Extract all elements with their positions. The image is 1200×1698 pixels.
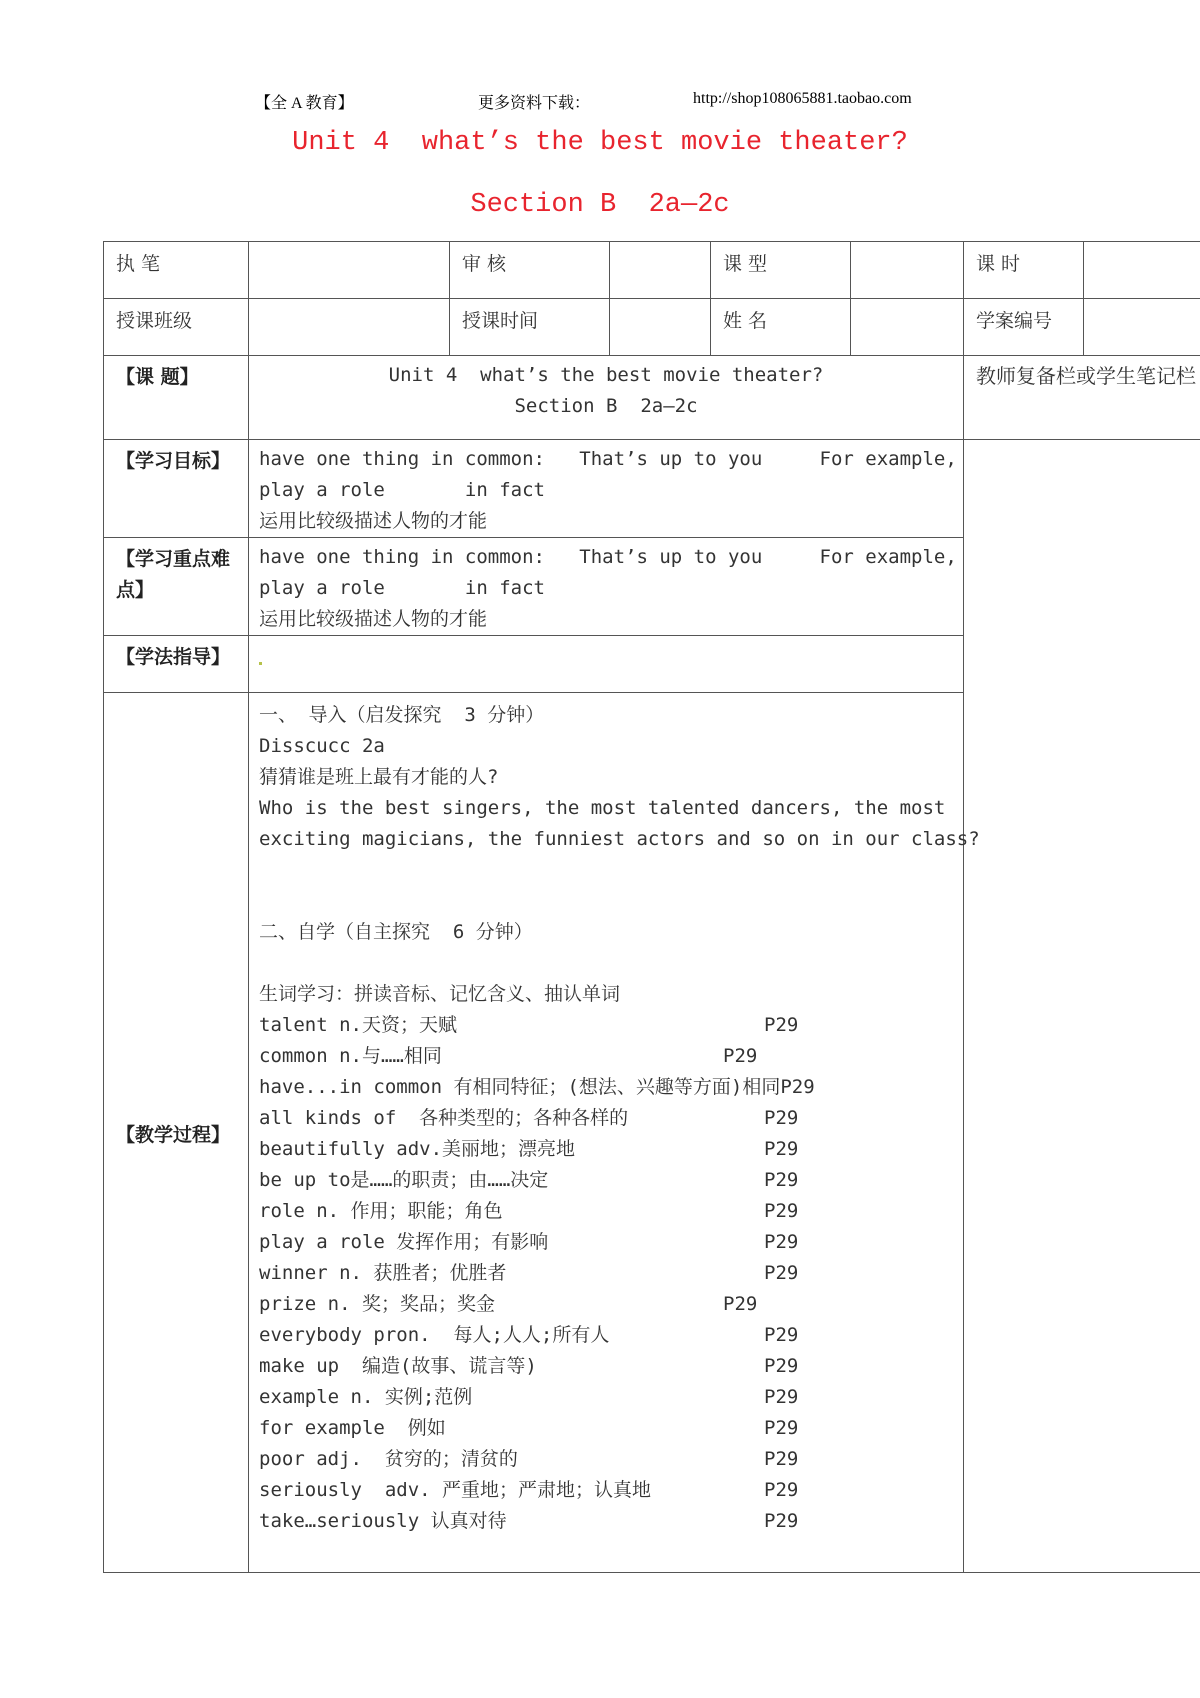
vocab-list [259,1010,953,1537]
info-label-period: 课 时 [964,242,1084,299]
vocab-page: P29 [764,1138,799,1160]
topic-content [249,356,964,440]
info-value-writer[interactable] [249,242,450,299]
vocab-term: role n. 作用；职能；角色 [259,1200,503,1222]
vocab-term: prize n. 奖；奖品；奖金 [259,1293,495,1315]
lead-in-question-en-1: Who is the best singers, the most talented dancers, the most [259,797,946,819]
objectives-line-2: play a role in fact [259,479,545,501]
info-value-time[interactable] [610,299,711,356]
vocab-item [259,1382,953,1413]
vocab-term: seriously adv. 严重地；严肃地；认真地 [259,1479,652,1501]
vocab-term: play a role 发挥作用；有影响 [259,1231,549,1253]
topic-row [104,356,1200,440]
vocab-item [259,1506,953,1537]
vocab-term: have...in common 有相同特征；(想法、兴趣等方面)相同 [259,1076,781,1098]
info-label-time: 授课时间 [450,299,610,356]
vocab-term: beautifully adv.美丽地；漂亮地 [259,1138,576,1160]
objectives-line-3: 运用比较级描述人物的才能 [259,510,488,532]
vocab-page: P29 [764,1386,799,1408]
vocab-page: P29 [764,1169,799,1191]
bullet-mark [259,662,262,665]
vocab-page: P29 [764,1417,799,1439]
topic-label: 【课 题】 [104,356,249,440]
title-line-2: Section B 2a—2c [470,190,730,220]
vocab-page: P29 [780,1076,815,1098]
self-study-heading: 二、自学（自主探究 6 分钟） [259,921,533,943]
vocab-term: winner n. 获胜者；优胜者 [259,1262,507,1284]
method-label: 【学法指导】 [104,636,249,693]
method-content[interactable] [249,636,964,693]
vocab-page: P29 [764,1355,799,1377]
key-points-line-1: have one thing in common: That’s up to you For example, [259,546,957,568]
lead-in-heading: 一、 导入（启发探究 3 分钟） [259,704,545,726]
vocab-term: common n.与……相同 [259,1045,442,1067]
vocab-item [259,1413,953,1444]
info-label-writer: 执 笔 [104,242,249,299]
topic-line-2: Section B 2a—2c [514,395,698,417]
vocab-page: P29 [764,1448,799,1470]
vocab-item [259,1351,953,1382]
vocab-term: take…seriously 认真对待 [259,1510,507,1532]
vocab-page: P29 [723,1045,758,1067]
info-value-plan-number[interactable] [1084,299,1200,356]
vocab-page: P29 [764,1231,799,1253]
key-points-label: 【学习重点难点】 [104,538,249,636]
header-download-label: 更多资料下载： [478,95,591,112]
objectives-label: 【学习目标】 [104,440,249,538]
vocab-page: P29 [764,1510,799,1532]
vocab-term: be up to是……的职责；由……决定 [259,1169,549,1191]
vocab-page: P29 [764,1262,799,1284]
vocab-page: P29 [764,1107,799,1129]
title-line-1: Unit 4 what’s the best movie theater? [292,128,908,158]
process-label: 【教学过程】 [104,693,249,1573]
info-label-name: 姓 名 [711,299,851,356]
vocab-term: all kinds of 各种类型的；各种各样的 [259,1107,629,1129]
vocab-item [259,1010,953,1041]
vocab-term: example n. 实例;范例 [259,1386,473,1408]
lead-in-question-cn: 猜猜谁是班上最有才能的人? [259,766,499,788]
vocab-item [259,1258,953,1289]
info-label-lesson-type: 课 型 [711,242,851,299]
vocab-page: P29 [764,1200,799,1222]
vocab-item [259,1165,953,1196]
vocab-page: P29 [764,1324,799,1346]
vocab-item [259,1072,953,1103]
objectives-line-1: have one thing in common: That’s up to you For example, [259,448,957,470]
vocab-item [259,1041,953,1072]
header-url[interactable]: http://shop108065881.taobao.com [693,90,912,107]
lesson-plan-table [103,241,1200,1573]
vocab-page: P29 [764,1014,799,1036]
vocab-item [259,1320,953,1351]
key-points-content [249,538,964,636]
vocab-item [259,1227,953,1258]
vocab-term: poor adj. 贫穷的；清贫的 [259,1448,518,1470]
info-value-class[interactable] [249,299,450,356]
info-row-1 [104,242,1200,299]
info-value-period[interactable] [1084,242,1200,299]
key-points-line-2: play a role in fact [259,577,545,599]
lead-in-question-en-2: exciting magicians, the funniest actors and so on in our class? [259,828,980,850]
notes-column[interactable] [964,440,1200,1573]
lead-in-task: Disscucc 2a [259,735,385,757]
vocab-term: everybody pron. 每人;人人;所有人 [259,1324,610,1346]
vocab-item [259,1196,953,1227]
info-value-reviewer[interactable] [610,242,711,299]
process-content [249,693,980,1573]
vocab-item [259,1475,953,1506]
key-points-line-3: 运用比较级描述人物的才能 [259,608,488,630]
vocab-item [259,1103,953,1134]
objectives-row [104,440,1200,538]
vocab-term: make up 编造(故事、谎言等) [259,1355,537,1377]
vocab-item [259,1444,953,1475]
info-row-2 [104,299,1200,356]
notes-column-label: 教师复备栏或学生笔记栏 [964,356,1200,440]
info-value-name[interactable] [851,299,964,356]
self-study-intro: 生词学习：拼读音标、记忆含义、抽认单词 [259,983,621,1005]
header-brand: 【全 A 教育】 [255,95,354,112]
vocab-item [259,1289,953,1320]
topic-line-1: Unit 4 what’s the best movie theater? [388,364,824,386]
info-label-plan-number: 学案编号 [964,299,1084,356]
info-label-class: 授课班级 [104,299,249,356]
info-value-lesson-type[interactable] [851,242,964,299]
vocab-page: P29 [723,1293,758,1315]
vocab-item [259,1134,953,1165]
info-label-reviewer: 审 核 [450,242,610,299]
vocab-page: P29 [764,1479,799,1501]
vocab-term: talent n.天资；天赋 [259,1014,457,1036]
vocab-term: for example 例如 [259,1417,446,1439]
objectives-content [249,440,964,538]
